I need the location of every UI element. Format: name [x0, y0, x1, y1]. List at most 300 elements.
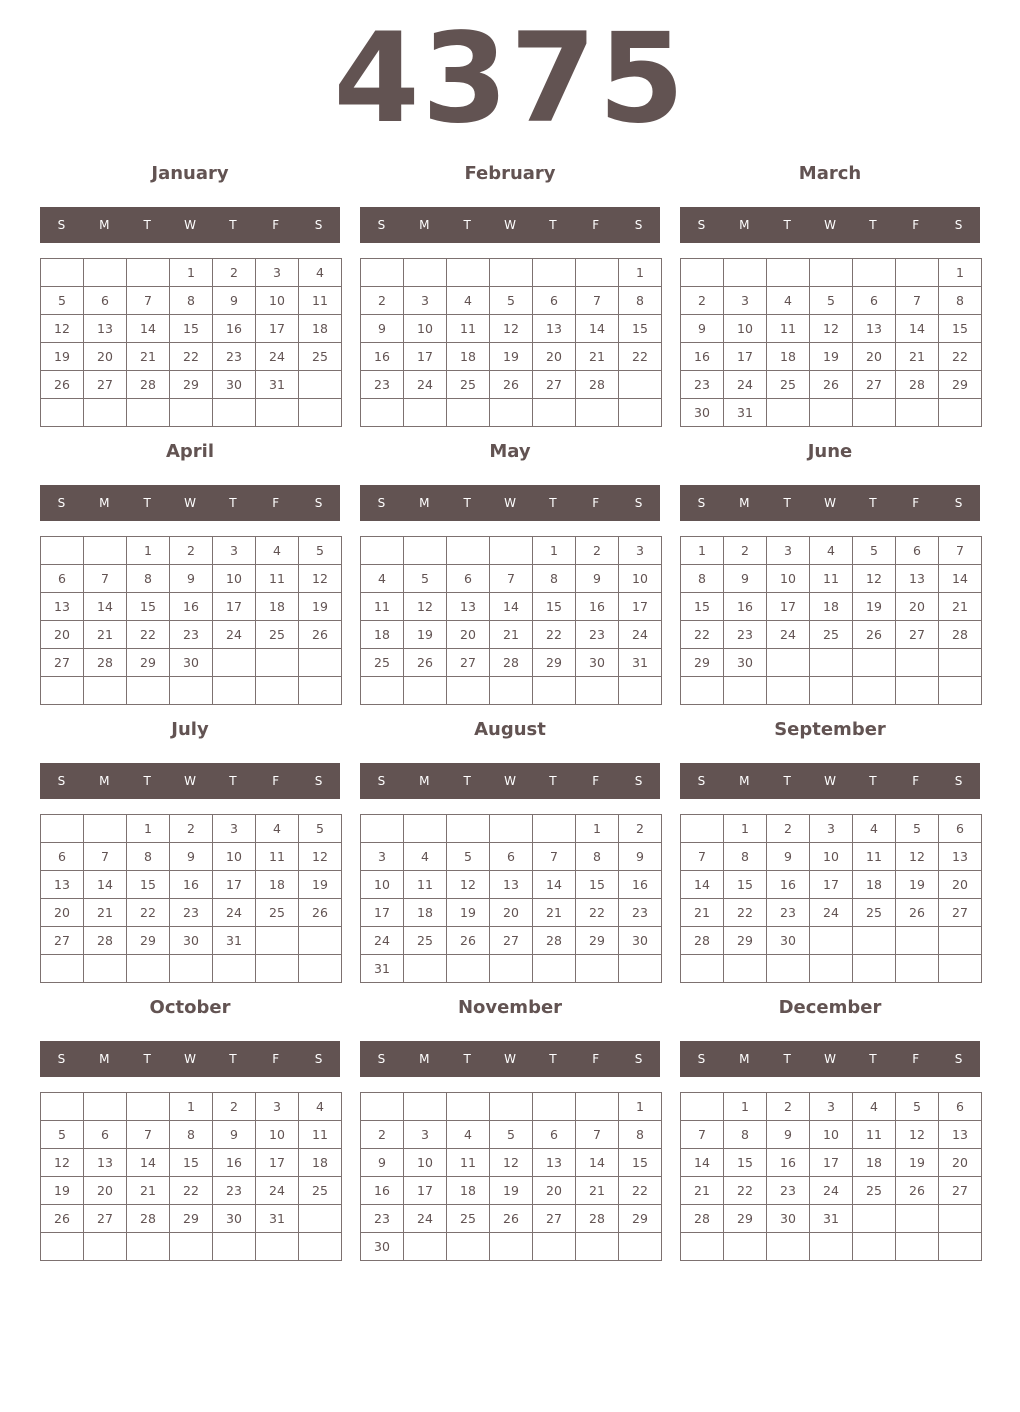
- day-cell: 17: [724, 343, 767, 371]
- day-cell: 28: [127, 1205, 170, 1233]
- day-cell: 20: [853, 343, 896, 371]
- day-cell: [41, 677, 84, 705]
- weekday-label: T: [143, 496, 151, 510]
- week-row: [41, 343, 342, 371]
- day-cell: 8: [533, 565, 576, 593]
- day-cell: 24: [361, 927, 404, 955]
- day-cell: 17: [256, 315, 299, 343]
- day-cell: 5: [896, 1093, 939, 1121]
- week-row: [361, 565, 662, 593]
- day-cell: 31: [810, 1205, 853, 1233]
- weekday-header: [40, 207, 340, 243]
- day-cell: 12: [404, 593, 447, 621]
- month-name: June: [807, 441, 853, 462]
- day-cell: 6: [853, 287, 896, 315]
- day-cell: 12: [447, 871, 490, 899]
- day-cell: 8: [576, 843, 619, 871]
- weekday-label: M: [419, 496, 430, 510]
- day-cell: 17: [767, 593, 810, 621]
- day-grid: [680, 536, 982, 705]
- weekday-label: S: [57, 774, 66, 788]
- day-cell: 27: [533, 1205, 576, 1233]
- day-cell: [299, 649, 342, 677]
- day-cell: [939, 677, 982, 705]
- day-cell: 29: [127, 649, 170, 677]
- week-row: [41, 259, 342, 287]
- weekday-label: F: [592, 1052, 600, 1066]
- day-cell: 17: [810, 1149, 853, 1177]
- day-cell: [853, 677, 896, 705]
- day-cell: [490, 1233, 533, 1261]
- day-cell: 4: [810, 537, 853, 565]
- day-cell: [576, 955, 619, 983]
- week-row: [681, 1177, 982, 1205]
- day-cell: [810, 1233, 853, 1261]
- day-cell: 5: [299, 537, 342, 565]
- day-cell: 9: [361, 1149, 404, 1177]
- day-cell: 25: [256, 621, 299, 649]
- day-cell: 24: [724, 371, 767, 399]
- day-cell: 24: [404, 1205, 447, 1233]
- day-cell: [767, 677, 810, 705]
- weekday-label: M: [739, 496, 750, 510]
- day-cell: 16: [767, 1149, 810, 1177]
- weekday-label: M: [739, 1052, 750, 1066]
- day-cell: [767, 399, 810, 427]
- week-row: [41, 843, 342, 871]
- day-cell: 21: [896, 343, 939, 371]
- day-cell: 21: [939, 593, 982, 621]
- weekday-label: M: [419, 774, 430, 788]
- day-cell: 27: [490, 927, 533, 955]
- weekday-label: F: [912, 774, 920, 788]
- day-cell: 7: [84, 843, 127, 871]
- day-cell: [127, 259, 170, 287]
- day-cell: 26: [896, 899, 939, 927]
- day-cell: 27: [41, 649, 84, 677]
- day-cell: 16: [213, 1149, 256, 1177]
- day-cell: 19: [810, 343, 853, 371]
- day-cell: 16: [619, 871, 662, 899]
- day-cell: 27: [533, 371, 576, 399]
- day-cell: 11: [447, 1149, 490, 1177]
- week-row: [361, 1121, 662, 1149]
- day-cell: 11: [767, 315, 810, 343]
- day-cell: 24: [619, 621, 662, 649]
- weekday-label: T: [549, 496, 557, 510]
- day-cell: 4: [447, 287, 490, 315]
- day-cell: 16: [576, 593, 619, 621]
- day-cell: [299, 955, 342, 983]
- day-cell: [533, 677, 576, 705]
- day-cell: 8: [619, 287, 662, 315]
- day-cell: 1: [127, 815, 170, 843]
- day-cell: 15: [724, 871, 767, 899]
- day-cell: 11: [299, 1121, 342, 1149]
- week-row: [41, 899, 342, 927]
- day-cell: 14: [576, 315, 619, 343]
- day-cell: 17: [404, 1177, 447, 1205]
- day-cell: 8: [127, 843, 170, 871]
- weekday-label: S: [634, 218, 643, 232]
- day-cell: 29: [724, 1205, 767, 1233]
- week-row: [41, 565, 342, 593]
- day-cell: 18: [299, 315, 342, 343]
- day-cell: 5: [41, 287, 84, 315]
- weekday-label: T: [549, 774, 557, 788]
- day-cell: [447, 677, 490, 705]
- day-cell: 13: [533, 315, 576, 343]
- day-cell: 29: [939, 371, 982, 399]
- day-cell: 17: [619, 593, 662, 621]
- day-cell: 3: [619, 537, 662, 565]
- weekday-label: F: [912, 496, 920, 510]
- day-cell: 30: [170, 649, 213, 677]
- day-cell: 25: [810, 621, 853, 649]
- day-cell: [681, 1233, 724, 1261]
- day-cell: 25: [299, 343, 342, 371]
- day-cell: 19: [853, 593, 896, 621]
- week-row: [361, 1233, 662, 1261]
- day-cell: 12: [41, 315, 84, 343]
- weekday-label: T: [783, 496, 791, 510]
- day-cell: 10: [361, 871, 404, 899]
- day-cell: 28: [681, 927, 724, 955]
- week-row: [361, 259, 662, 287]
- day-cell: [939, 927, 982, 955]
- weekday-label: S: [954, 1052, 963, 1066]
- day-cell: 11: [447, 315, 490, 343]
- day-cell: [939, 399, 982, 427]
- day-cell: 13: [490, 871, 533, 899]
- day-cell: 18: [810, 593, 853, 621]
- day-cell: [256, 677, 299, 705]
- day-cell: [84, 1233, 127, 1261]
- month-name: January: [151, 163, 229, 184]
- week-row: [361, 343, 662, 371]
- day-cell: [299, 371, 342, 399]
- weekday-label: W: [184, 1052, 196, 1066]
- day-cell: 1: [170, 259, 213, 287]
- day-cell: [447, 815, 490, 843]
- day-cell: 11: [361, 593, 404, 621]
- week-row: [41, 955, 342, 983]
- day-cell: 16: [724, 593, 767, 621]
- day-cell: [361, 1093, 404, 1121]
- weekday-label: F: [592, 218, 600, 232]
- day-cell: 10: [810, 843, 853, 871]
- week-row: [681, 1205, 982, 1233]
- weekday-label: S: [697, 1052, 706, 1066]
- day-cell: 2: [576, 537, 619, 565]
- day-cell: 21: [681, 1177, 724, 1205]
- day-cell: 4: [256, 537, 299, 565]
- day-cell: [84, 1093, 127, 1121]
- day-cell: 4: [404, 843, 447, 871]
- day-cell: 29: [681, 649, 724, 677]
- day-cell: 6: [41, 565, 84, 593]
- day-cell: 8: [619, 1121, 662, 1149]
- day-cell: 25: [853, 1177, 896, 1205]
- weekday-label: S: [634, 774, 643, 788]
- day-cell: [447, 399, 490, 427]
- day-cell: 12: [810, 315, 853, 343]
- day-cell: [490, 955, 533, 983]
- day-cell: 26: [299, 899, 342, 927]
- weekday-label: T: [229, 1052, 237, 1066]
- day-cell: 29: [576, 927, 619, 955]
- day-cell: [404, 677, 447, 705]
- day-cell: 20: [533, 1177, 576, 1205]
- week-row: [361, 1149, 662, 1177]
- day-cell: [127, 399, 170, 427]
- weekday-label: T: [143, 1052, 151, 1066]
- day-cell: 12: [41, 1149, 84, 1177]
- weekday-label: M: [99, 496, 110, 510]
- weekday-label: T: [229, 774, 237, 788]
- day-cell: 25: [767, 371, 810, 399]
- day-cell: 18: [767, 343, 810, 371]
- day-cell: 8: [724, 843, 767, 871]
- day-cell: 21: [84, 899, 127, 927]
- week-row: [41, 1093, 342, 1121]
- day-cell: [447, 259, 490, 287]
- day-cell: 8: [170, 1121, 213, 1149]
- week-row: [681, 871, 982, 899]
- week-row: [361, 621, 662, 649]
- day-cell: [41, 1093, 84, 1121]
- day-cell: 16: [767, 871, 810, 899]
- day-cell: 19: [896, 871, 939, 899]
- day-cell: 6: [939, 1093, 982, 1121]
- day-cell: [810, 399, 853, 427]
- week-row: [681, 371, 982, 399]
- week-row: [361, 871, 662, 899]
- week-row: [681, 927, 982, 955]
- day-cell: 26: [490, 1205, 533, 1233]
- month-name: May: [489, 441, 531, 462]
- day-cell: 29: [127, 927, 170, 955]
- day-cell: [853, 259, 896, 287]
- day-cell: [896, 1233, 939, 1261]
- day-cell: 25: [404, 927, 447, 955]
- day-cell: 1: [533, 537, 576, 565]
- weekday-label: F: [912, 1052, 920, 1066]
- day-cell: 12: [853, 565, 896, 593]
- day-cell: 12: [490, 315, 533, 343]
- week-row: [361, 649, 662, 677]
- day-cell: 7: [84, 565, 127, 593]
- day-cell: 12: [896, 843, 939, 871]
- day-cell: 2: [361, 287, 404, 315]
- day-cell: 7: [896, 287, 939, 315]
- weekday-label: T: [869, 218, 877, 232]
- day-cell: 30: [576, 649, 619, 677]
- day-cell: [84, 955, 127, 983]
- week-row: [361, 315, 662, 343]
- day-cell: 4: [299, 259, 342, 287]
- day-cell: 23: [213, 1177, 256, 1205]
- day-grid: [360, 258, 662, 427]
- weekday-label: S: [57, 496, 66, 510]
- day-cell: 5: [896, 815, 939, 843]
- day-cell: 15: [170, 315, 213, 343]
- weekday-header: [40, 1041, 340, 1077]
- day-cell: 26: [41, 1205, 84, 1233]
- day-cell: 5: [490, 1121, 533, 1149]
- week-row: [681, 621, 982, 649]
- day-cell: 3: [256, 259, 299, 287]
- day-cell: 3: [213, 815, 256, 843]
- day-cell: [896, 399, 939, 427]
- day-cell: 5: [853, 537, 896, 565]
- day-cell: 8: [681, 565, 724, 593]
- weekday-label: T: [549, 1052, 557, 1066]
- day-cell: [84, 677, 127, 705]
- day-cell: 21: [490, 621, 533, 649]
- day-cell: 22: [127, 621, 170, 649]
- day-cell: [404, 259, 447, 287]
- day-cell: 6: [490, 843, 533, 871]
- week-row: [41, 1177, 342, 1205]
- day-cell: [853, 955, 896, 983]
- day-cell: 24: [767, 621, 810, 649]
- day-cell: [810, 927, 853, 955]
- day-cell: [619, 399, 662, 427]
- day-cell: 6: [84, 1121, 127, 1149]
- day-cell: 26: [896, 1177, 939, 1205]
- day-cell: [939, 1233, 982, 1261]
- day-cell: 16: [213, 315, 256, 343]
- day-cell: 10: [404, 1149, 447, 1177]
- day-cell: 2: [767, 1093, 810, 1121]
- weekday-label: S: [634, 1052, 643, 1066]
- day-cell: 4: [767, 287, 810, 315]
- day-cell: 7: [127, 287, 170, 315]
- week-row: [361, 677, 662, 705]
- day-cell: 26: [810, 371, 853, 399]
- weekday-label: T: [549, 218, 557, 232]
- day-cell: [490, 1093, 533, 1121]
- weekday-label: S: [377, 774, 386, 788]
- day-cell: 27: [853, 371, 896, 399]
- day-cell: 2: [170, 815, 213, 843]
- day-cell: 12: [299, 843, 342, 871]
- day-cell: 17: [213, 871, 256, 899]
- weekday-header: [680, 485, 980, 521]
- week-row: [41, 537, 342, 565]
- day-cell: 28: [681, 1205, 724, 1233]
- day-cell: 3: [404, 287, 447, 315]
- week-row: [41, 1149, 342, 1177]
- day-cell: [681, 677, 724, 705]
- day-cell: 27: [896, 621, 939, 649]
- day-cell: 1: [619, 259, 662, 287]
- week-row: [681, 1121, 982, 1149]
- day-cell: 21: [127, 343, 170, 371]
- weekday-label: S: [57, 1052, 66, 1066]
- day-grid: [360, 536, 662, 705]
- day-cell: 20: [896, 593, 939, 621]
- day-cell: 26: [299, 621, 342, 649]
- day-cell: 20: [84, 343, 127, 371]
- week-row: [361, 399, 662, 427]
- day-cell: [490, 399, 533, 427]
- day-cell: 3: [767, 537, 810, 565]
- day-cell: 9: [213, 1121, 256, 1149]
- day-cell: [447, 955, 490, 983]
- weekday-label: W: [184, 774, 196, 788]
- day-cell: [896, 677, 939, 705]
- day-cell: 15: [939, 315, 982, 343]
- day-cell: 29: [533, 649, 576, 677]
- day-cell: 17: [361, 899, 404, 927]
- day-cell: 20: [41, 621, 84, 649]
- day-cell: [41, 1233, 84, 1261]
- day-cell: 5: [299, 815, 342, 843]
- day-cell: 22: [170, 343, 213, 371]
- day-cell: 22: [576, 899, 619, 927]
- day-cell: 22: [170, 1177, 213, 1205]
- day-cell: 30: [170, 927, 213, 955]
- week-row: [361, 899, 662, 927]
- day-cell: 2: [213, 1093, 256, 1121]
- day-cell: 10: [404, 315, 447, 343]
- week-row: [361, 1205, 662, 1233]
- day-cell: 2: [213, 259, 256, 287]
- day-cell: [576, 399, 619, 427]
- day-cell: 10: [767, 565, 810, 593]
- day-cell: 23: [619, 899, 662, 927]
- day-grid: [360, 814, 662, 983]
- day-cell: [447, 537, 490, 565]
- day-cell: 6: [84, 287, 127, 315]
- day-cell: 28: [576, 371, 619, 399]
- day-cell: 15: [576, 871, 619, 899]
- day-cell: [256, 399, 299, 427]
- day-cell: 17: [256, 1149, 299, 1177]
- weekday-label: W: [504, 218, 516, 232]
- day-cell: 9: [213, 287, 256, 315]
- day-cell: [619, 955, 662, 983]
- day-cell: 3: [810, 1093, 853, 1121]
- week-row: [681, 677, 982, 705]
- day-cell: [256, 955, 299, 983]
- day-cell: 5: [41, 1121, 84, 1149]
- day-cell: 2: [724, 537, 767, 565]
- day-cell: 19: [41, 343, 84, 371]
- day-cell: 24: [213, 621, 256, 649]
- day-cell: [853, 927, 896, 955]
- day-cell: 16: [681, 343, 724, 371]
- month-name: September: [774, 719, 886, 740]
- day-cell: [213, 649, 256, 677]
- day-cell: 13: [41, 871, 84, 899]
- day-cell: 28: [127, 371, 170, 399]
- day-cell: [404, 955, 447, 983]
- week-row: [681, 315, 982, 343]
- day-cell: 23: [767, 899, 810, 927]
- week-row: [41, 621, 342, 649]
- day-cell: 30: [767, 927, 810, 955]
- day-cell: 5: [404, 565, 447, 593]
- day-cell: [170, 955, 213, 983]
- day-cell: [170, 399, 213, 427]
- day-cell: 30: [767, 1205, 810, 1233]
- week-row: [41, 815, 342, 843]
- week-row: [361, 1177, 662, 1205]
- day-cell: 15: [681, 593, 724, 621]
